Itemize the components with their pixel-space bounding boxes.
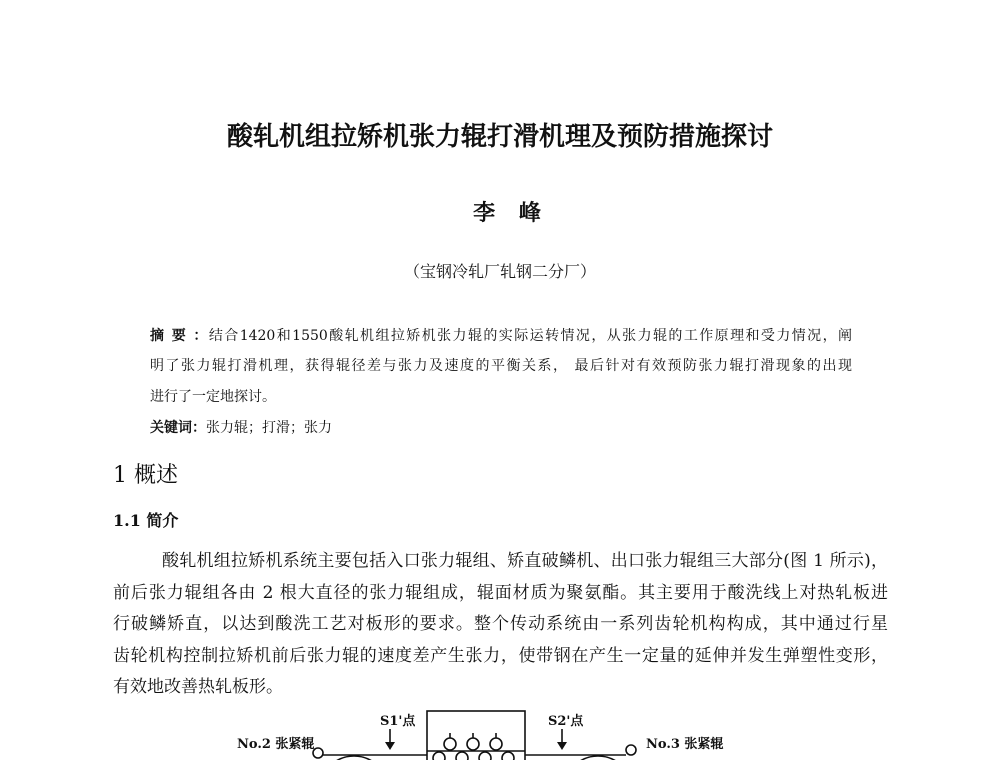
body-line-4: 齿轮机构控制拉矫机前后张力辊的速度差产生张力，使带钢在产生一定量的延伸并发生弹塑性变形， (113, 646, 888, 666)
leveler-upper-roll (490, 738, 502, 750)
abstract-label: 摘 要 (150, 328, 188, 344)
no2-tension-roll (313, 748, 323, 758)
leveler-lower-roll (502, 752, 514, 760)
s2-point-label: S2'点 (548, 714, 584, 729)
leveler-lower-roll (479, 752, 491, 760)
author-affiliation: （宝钢冷轧厂轧钢二分厂） (403, 262, 596, 281)
abstract-line-2: 明了张力辊打滑机理，获得辊径差与张力及速度的平衡关系， 最后针对有效预防张力辊打滑现象的出现 (150, 358, 852, 374)
abstract-text: 结合1420和1550酸轧机组拉矫机张力辊的实际运转情况，从张力辊的工作原理和受力情况，阐 (208, 328, 853, 344)
keywords-label: 关键词： (150, 420, 206, 436)
body-line-5: 有效地改善热轧板形。 (113, 677, 283, 697)
s1-arrow-head (385, 742, 395, 750)
abstract-colon: ： (187, 328, 209, 344)
body-line-1: 酸轧机组拉矫机系统主要包括入口张力辊组、矫直破鳞机、出口张力辊组三大部分(图 1 所示)， (162, 551, 888, 571)
s2-arrow-head (557, 742, 567, 750)
body-line-2: 前后张力辊组各由 2 根大直径的张力辊组成，辊面材质为聚氨酯。其主要用于酸洗线上对热轧板进 (113, 583, 888, 603)
body-line-3: 行破鳞矫直，以达到酸洗工艺对板形的要求。整个传动系统由一系列齿轮机构构成，其中通过行星 (113, 614, 888, 634)
figure-1-diagram (0, 700, 1000, 760)
subsection-heading-1-1: 1.1 简介 (113, 511, 179, 530)
no3-roll-label: No.3 张紧辊 (646, 737, 724, 752)
s1-point-label: S1'点 (380, 714, 416, 729)
entry-bridle-roll (320, 756, 388, 760)
leveler-upper-roll (444, 738, 456, 750)
no2-roll-label: No.2 张紧辊 (237, 737, 315, 752)
leveler-lower-roll (433, 752, 445, 760)
leveler-lower-roll (456, 752, 468, 760)
exit-bridle-roll (564, 756, 632, 760)
leveler-upper-roll (467, 738, 479, 750)
keywords-line (150, 419, 852, 437)
keywords-value: 张力辊；打滑；张力 (206, 420, 332, 436)
paper-title: 酸轧机组拉矫机张力辊打滑机理及预防措施探讨 (226, 122, 773, 152)
no3-tension-roll (626, 745, 636, 755)
abstract-line-3: 进行了一定地探讨。 (150, 389, 276, 405)
author-name: 李 峰 (473, 200, 541, 226)
section-heading-1: 1 概述 (113, 463, 178, 488)
abstract-line-1 (150, 327, 852, 345)
